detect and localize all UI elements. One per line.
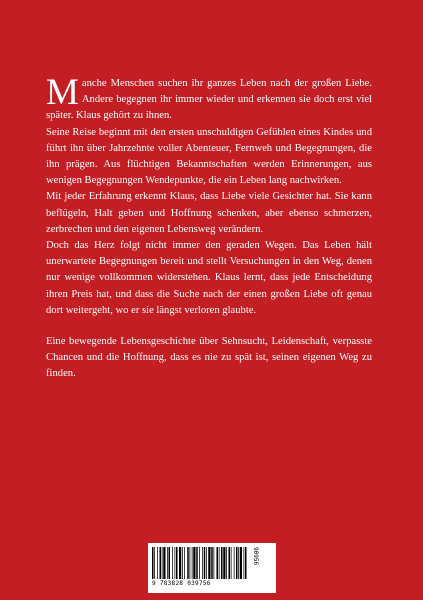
isbn-number: 9 783828 039756 [152,580,211,587]
barcode-bar [219,547,220,579]
barcode-bar [244,547,245,579]
blurb-closing-paragraph: Eine bewegende Lebensgeschichte über Sehnsucht, Leidenschaft, verpasste Chancen und die Hoffnung, dass es nie zu spät ist, seinen eigenen Weg zu finden. [46,336,372,380]
barcode-bar [182,547,183,579]
barcode-bar [240,547,242,579]
barcode-bar [184,547,185,579]
barcode-bar [234,547,235,579]
barcode-bar [236,547,238,579]
blurb-paragraph-1-text: anche Menschen suchen ihr ganzes Leben nach der großen Liebe. Andere begegnen ihr immer wieder und erkennen sie doch erst viel später. Klaus gehört zu ihnen. [46,78,372,122]
barcode-bar [163,547,165,579]
barcode-bar [196,547,198,579]
barcode-bar [169,547,171,579]
barcode-bar [221,547,223,579]
barcode-bar [187,547,189,579]
barcode-bar [231,547,232,579]
back-cover-blurb [46,72,372,383]
barcode-bar [199,547,200,579]
barcode-bar [176,547,178,579]
barcode-bar [245,547,247,579]
barcode-bar [217,547,219,579]
barcode-bar [175,547,176,579]
barcode-bar [211,547,213,579]
barcode-bar [172,547,173,579]
barcode-bar [193,547,195,579]
barcode-bar [204,547,206,579]
drop-cap: M [46,72,79,113]
barcode-bar [202,547,203,579]
blurb-paragraph-3: Mit jeder Erfahrung erkennt Klaus, dass Liebe viele Gesichter hat. Sie kann beflügeln, Halt geben und Hoffnung schenken, aber ebenso schmerzen, zerbrechen und den eigenen Lebensweg verändern. [46,191,372,235]
barcode-bar [226,547,227,579]
barcode-bar [154,547,155,579]
barcode-bar [162,547,163,579]
barcode-bar [214,547,215,579]
blurb-paragraph-4: Doch das Herz folgt nicht immer den geraden Wegen. Das Leben hält unerwartete Begegnungen bereit und stellt Versuchungen in den Weg, denen nur wenige vollkommen widerstehen. Klaus lernt, dass jede Entscheidung ihren Preis hat, und dass die Suche nach der einen großen Liebe oft genau dort weitergeht, wo er sie längst verloren glaubte. [46,240,372,316]
blurb-paragraph-1 [46,72,372,125]
barcode-bar [152,547,154,579]
barcode-bar [206,547,207,579]
barcode-bar [179,547,181,579]
barcode-bar [208,547,210,579]
barcode-bar [229,547,231,579]
barcode-bar [160,547,162,579]
barcode-bar [167,547,168,579]
barcode-bar [223,547,225,579]
blurb-paragraph-2: Seine Reise beginnt mit den ersten unschuldigen Gefühlen eines Kindes und führt ihn über Jahrzehnte voller Abenteuer, Fernweh und Begegnungen, die ihn prägen. Aus flüchtigen Bekanntschaften werden Erinnerungen, aus wenigen Begegnungen Wendepunkte, die ein Leben lang nachwirken. [46,126,372,187]
barcode-area [148,543,276,593]
barcode-bar [238,547,239,579]
barcode-bar [190,547,191,579]
barcode-bar [192,547,193,579]
barcode-bar [157,547,158,579]
addon-number: 90956 [252,547,259,566]
